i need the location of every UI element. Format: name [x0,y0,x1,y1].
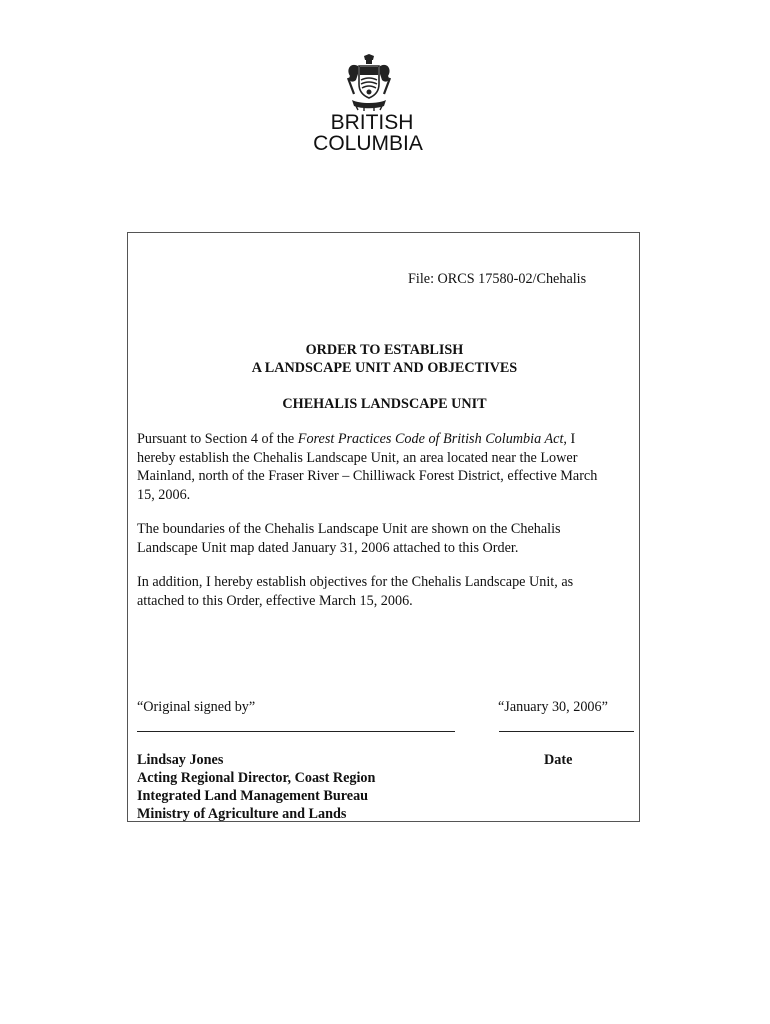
signer-title: Acting Regional Director, Coast Region [137,770,376,786]
order-document-box [127,232,640,822]
paragraph-objectives: In addition, I hereby establish objectives for the Chehalis Landscape Unit, as attached to this Order, effective March 15, 2006. [137,574,574,609]
signed-date: “January 30, 2006” [498,699,608,715]
logo-text-british: BRITISH [330,111,414,134]
act-name: Forest Practices Code of British Columbia Act [297,431,564,447]
paragraph-establishment [137,430,607,504]
date-label: Date [544,752,573,768]
landscape-unit-title: CHEHALIS LANDSCAPE UNIT [282,396,487,412]
para1-text-start: Pursuant to Section 4 of the [137,431,298,447]
file-reference: File: ORCS 17580-02/Chehalis [408,271,587,287]
signature-line [137,731,455,732]
logo-text-columbia: COLUMBIA [313,132,423,155]
paragraph-boundaries: The boundaries of the Chehalis Landscape Unit are shown on the Chehalis Landscape Unit map dated January 31, 2006 attached to this Order. [137,521,561,556]
order-heading-line1: ORDER TO ESTABLISH [305,342,464,358]
order-heading-line2: A LANDSCAPE UNIT AND OBJECTIVES [251,360,518,376]
date-line [499,731,634,732]
bc-logo [300,48,440,158]
signer-block [137,751,375,823]
signature-text: “Original signed by” [137,699,256,715]
para1-text-end: , I hereby establish the Chehalis Landscape Unit, an area located near the Lower Mainland, north of the Fraser River – Chilliwack Forest District, effective March 15, 2006. [137,431,598,503]
coat-of-arms-icon [344,54,394,112]
signer-ministry: Ministry of Agriculture and Lands [137,806,347,822]
signer-bureau: Integrated Land Management Bureau [137,788,369,804]
signer-name: Lindsay Jones [137,752,224,768]
